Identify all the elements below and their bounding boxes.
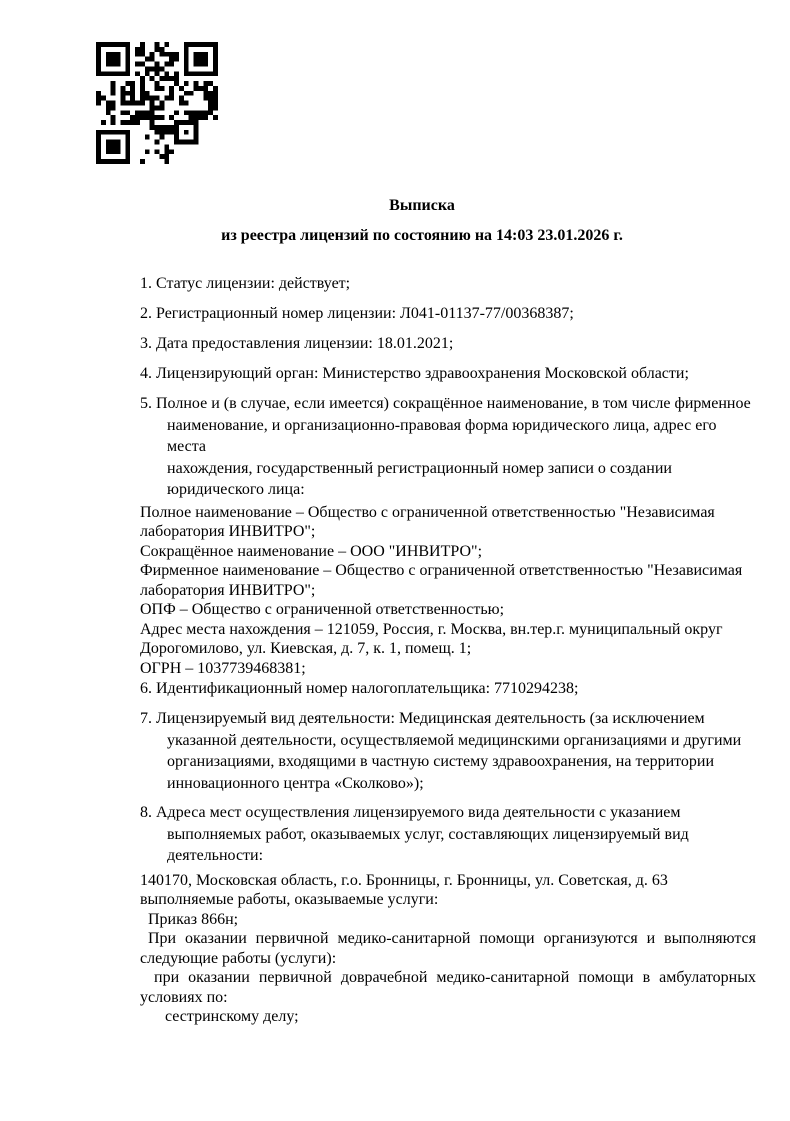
text-line: Адрес места нахождения – 121059, Россия, г. Москва, вн.тер.г. муниципальный округ [140, 620, 723, 638]
item-activity-addresses-heading [140, 802, 756, 867]
text-line: наименование, и организационно-правовая форма юридического лица, адрес его места [167, 416, 717, 455]
text-line: выполняемых работ, оказываемых услуг, составляющих лицензируемый вид [167, 825, 689, 843]
text-line: 8. Адреса мест осуществления лицензируемого вида деятельности с указанием [140, 804, 681, 821]
text-line: при оказании первичной доврачебной медико-санитарной помощи в амбулаторных [154, 969, 756, 986]
document-title-block [140, 191, 756, 251]
works-paragraph-primary-care [140, 929, 756, 968]
text-line: Полное наименование – Общество с ограниченной ответственностью "Независимая [140, 503, 715, 521]
text-line: нахождения, государственный регистрационный номер записи о создании [167, 459, 672, 477]
service-nursing-line: сестринскому делу; [165, 1008, 299, 1025]
order-866n-line: Приказ 866н; [148, 910, 239, 928]
text-line: ОПФ – Общество с ограниченной ответственностью; [140, 601, 505, 618]
text-line: Сокращённое наименование – ООО "ИНВИТРО"; [140, 542, 483, 560]
item-registration-number: 2. Регистрационный номер лицензии: Л041-01137-77/00368387; [140, 305, 574, 322]
document-subtitle: из реестра лицензий по состоянию на 14:03 23.01.2026 г. [221, 227, 623, 244]
text-line: деятельности: [167, 847, 264, 864]
address-line: 140170, Московская область, г.о. Бронницы, г. Бронницы, ул. Советская, д. 63 [140, 871, 668, 889]
works-intro-line: выполняемые работы, оказываемые услуги: [140, 891, 439, 908]
address-block [140, 871, 756, 1027]
text-line: лаборатория ИНВИТРО"; [140, 581, 316, 599]
item-organization-names-heading [140, 393, 756, 501]
item-taxpayer-number: 6. Идентификационный номер налогоплательщика: 7710294238; [140, 680, 579, 697]
text-line: инновационного центра «Сколково»); [167, 774, 424, 792]
text-line: указанной деятельности, осуществляемой медицинскими организациями и другими [167, 731, 742, 749]
text-line: ОГРН – 1037739468381; [140, 659, 306, 677]
item-license-status: 1. Статус лицензии: действует; [140, 275, 351, 292]
text-line: следующие работы (услуги): [140, 949, 337, 967]
text-line: лаборатория ИНВИТРО"; [140, 523, 316, 540]
text-line: Дорогомилово, ул. Киевская, д. 7, к. 1, помещ. 1; [140, 640, 472, 657]
text-line: организациями, входящими в частную систему здравоохранения, на территории [167, 753, 715, 770]
document-title: Выписка [389, 197, 455, 214]
item-licensed-activity [140, 708, 756, 794]
works-paragraph-prehospital-care [140, 968, 756, 1007]
text-line: 7. Лицензируемый вид деятельности: Медицинская деятельность (за исключением [140, 710, 705, 727]
item-grant-date: 3. Дата предоставления лицензии: 18.01.2021; [140, 335, 454, 352]
organization-details [140, 503, 756, 679]
text-line: 5. Полное и (в случае, если имеется) сокращённое наименование, в том числе фирменное [140, 395, 751, 412]
text-line: условиях по: [140, 988, 228, 1006]
qr-code-icon [96, 42, 218, 164]
text-line: юридического лица: [167, 481, 305, 498]
text-line: Фирменное наименование – Общество с ограниченной ответственностью "Независимая [140, 562, 743, 579]
document-content [140, 191, 756, 1027]
text-line: При оказании первичной медико-санитарной помощи организуются и выполняются [148, 930, 756, 947]
item-licensing-authority: 4. Лицензирующий орган: Министерство здравоохранения Московской области; [140, 365, 689, 382]
